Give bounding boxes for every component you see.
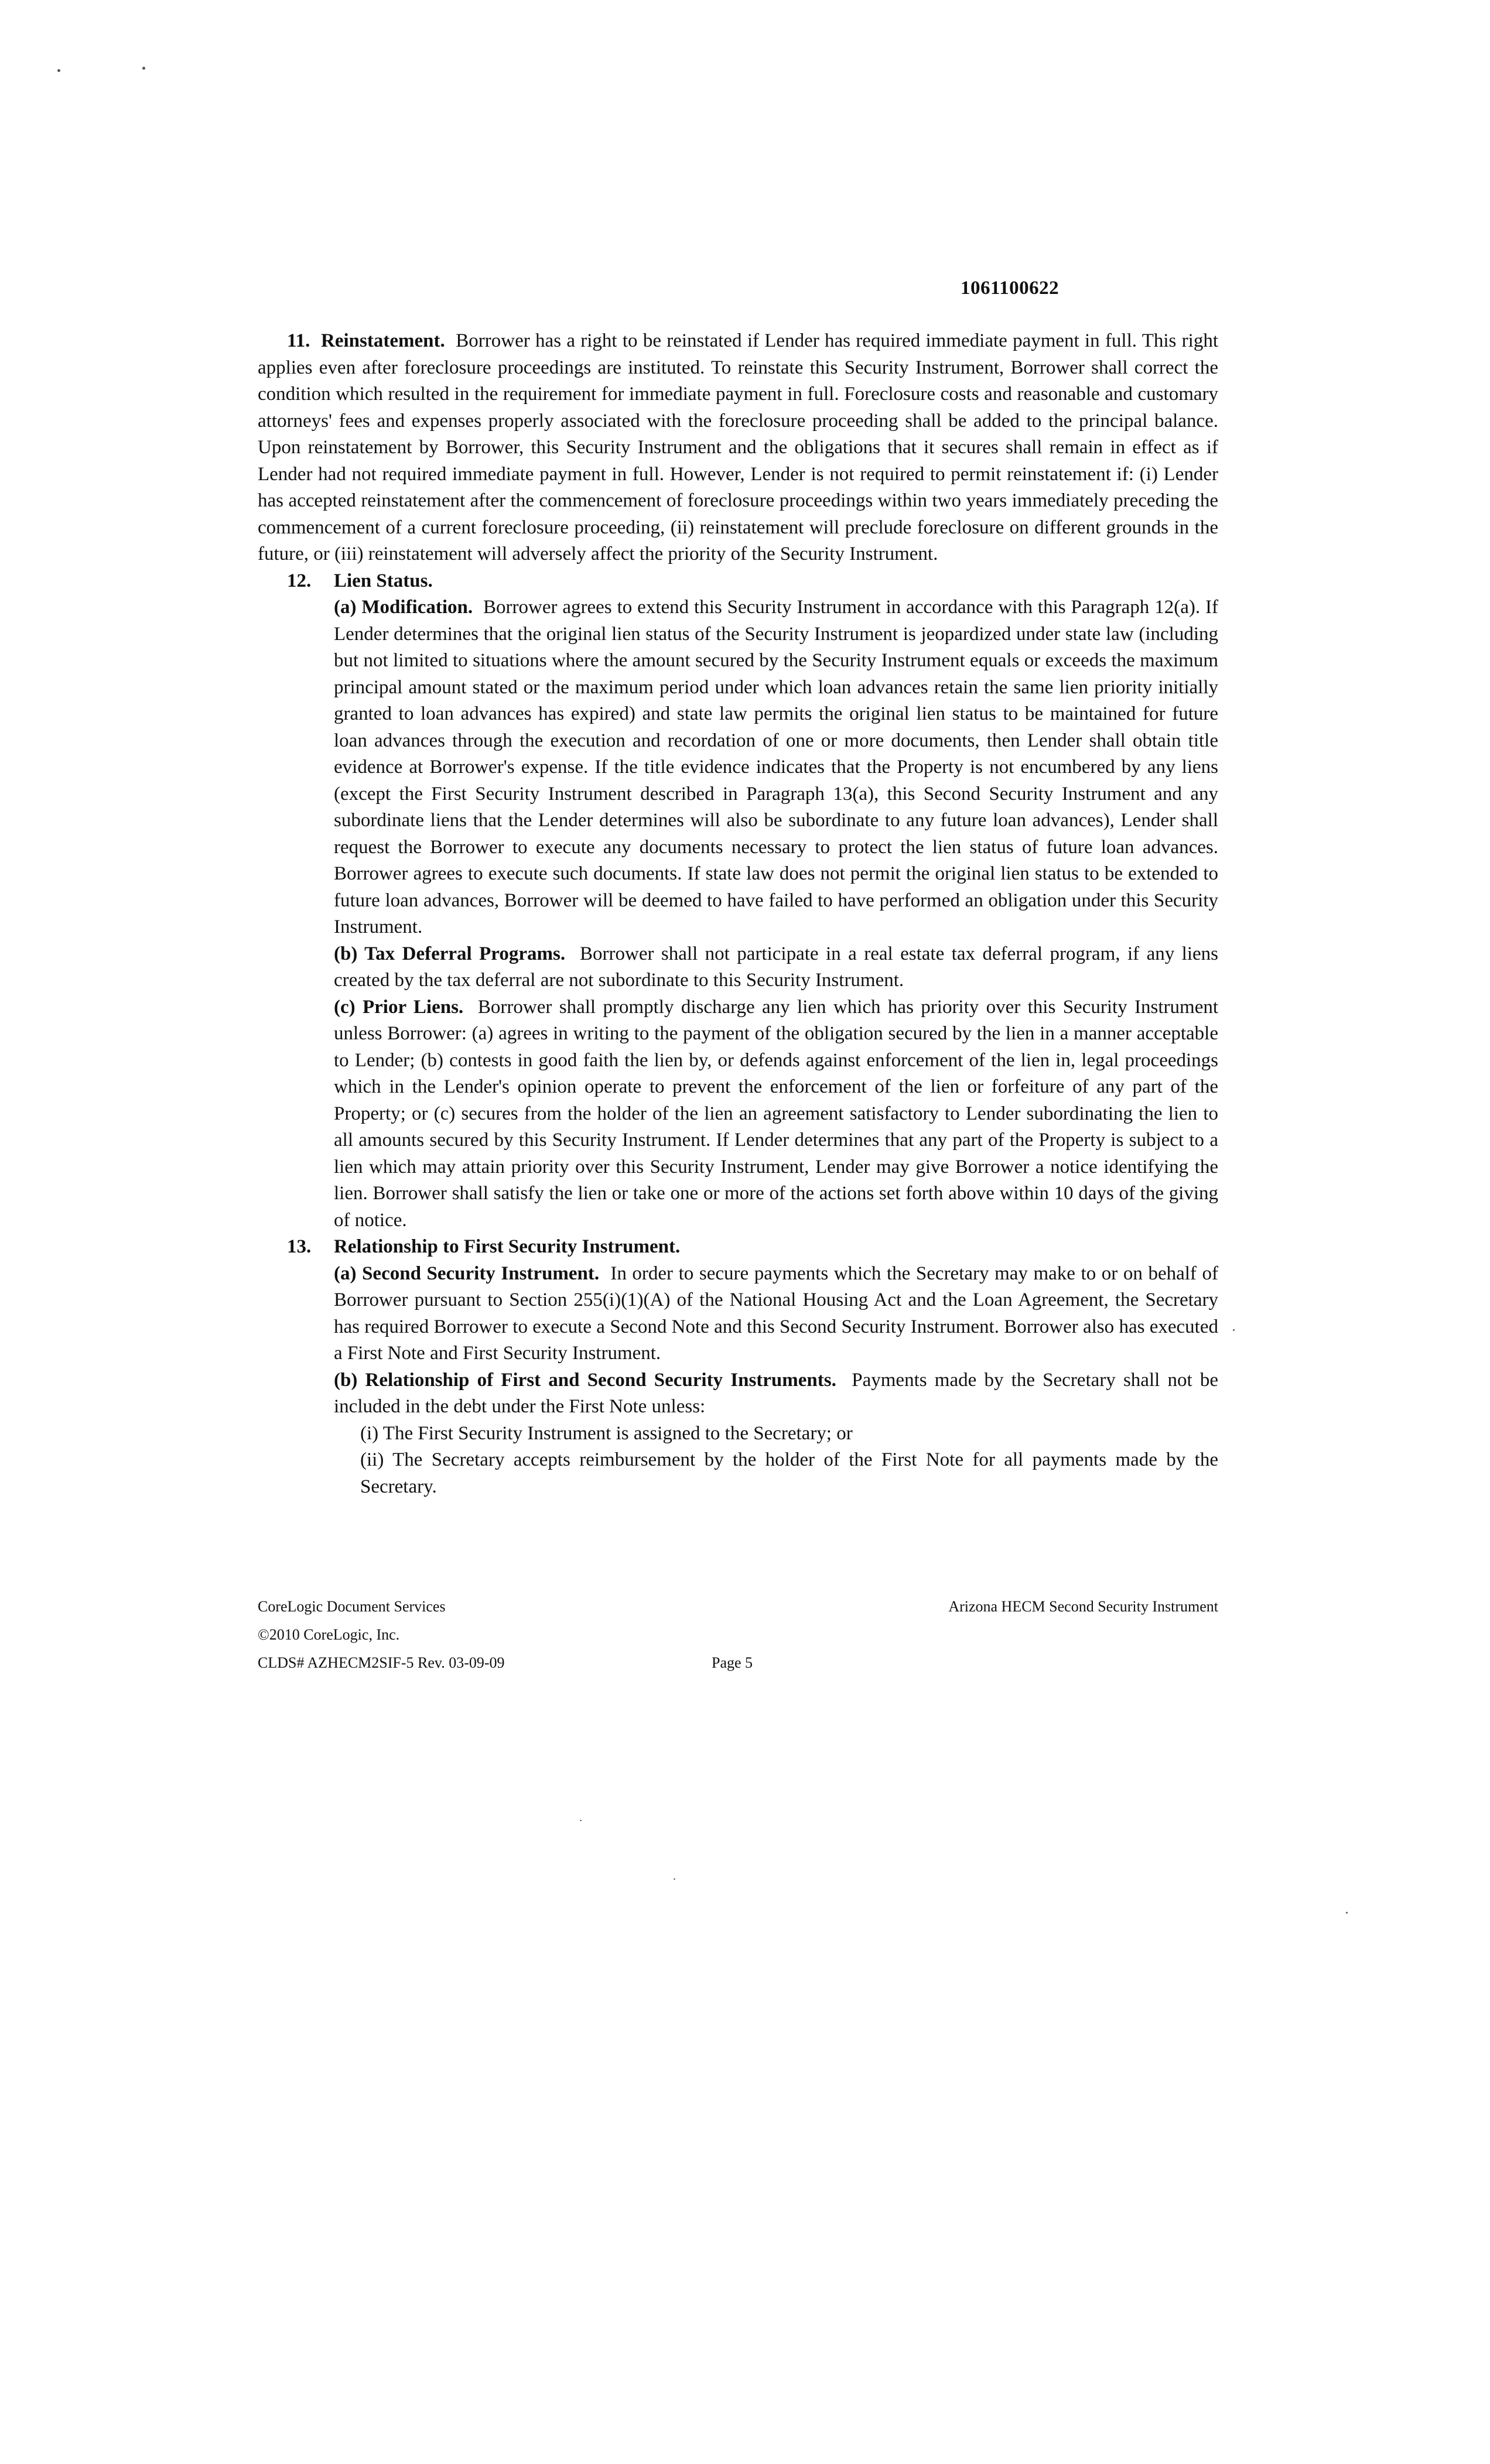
section-text: Borrower has a right to be reinstated if Lender has required immediate payment in full. This right applies even after foreclosure proceedings are instituted. To reinstate this Security Instrument, Borrower shall correct the condition which resulted in the requirement for immediate payment in full. Foreclosure costs and reasonable and customary attorneys' fees and expenses properly associated with the foreclosure proceeding shall be added to the principal balance. Upon reinstatement by Borrower, this Security Instrument and the obligations that it secures shall remain in effect as if Lender had not required immediate payment in full. However, Lender is not required to permit reinstatement if: (i) Lender has accepted reinstatement after the commencement of foreclosure proceedings within two years immediately preceding the commencement of a current foreclosure proceeding, (ii) reinstatement will preclude foreclosure on different grounds in the future, or (iii) reinstatement will adversely affect the priority of the Security Instrument.	[258, 330, 1218, 564]
subsection-label: (c) Prior Liens.	[334, 996, 464, 1018]
subsection-label: (b) Tax Deferral Programs.	[334, 943, 566, 964]
section-13a	[258, 1261, 1218, 1367]
document-number: 1061100622	[961, 278, 1060, 299]
subsection-text: In order to secure payments which the Secretary may make to or on behalf of Borrower pursuant to Section 255(i)(1)(A) of the National Housing Act and the Loan Agreement, the Secretary has required Borrower to execute a Second Note and this Second Security Instrument. Borrower also has executed a First Note and First Security Instrument.	[334, 1262, 1218, 1364]
section-title: Reinstatement.	[321, 330, 445, 351]
section-12-heading	[258, 568, 1218, 595]
section-12c	[258, 994, 1218, 1234]
footer-form-id: CLDS# AZHECM2SIF-5 Rev. 03-09-09	[258, 1654, 505, 1671]
section-11	[258, 328, 1218, 568]
subsection-text: Borrower shall promptly discharge any lien which has priority over this Security Instrument unless Borrower: (a) agrees in writing to the payment of the obligation secured by the lien in a manner acceptable to Lender; (b) contests in good faith the lien by, or defends against enforcement of the lien in, legal proceedings which in the Lender's opinion operate to prevent the enforcement of the lien or forfeiture of any part of the Property; or (c) secures from the holder of the lien an agreement satisfactory to Lender subordinating the lien to all amounts secured by this Security Instrument. If Lender determines that any part of the Property is subject to a lien which may attain priority over this Security Instrument, Lender may give Borrower a notice identifying the lien. Borrower shall satisfy the lien or take one or more of the actions set forth above within 10 days of the giving of notice.	[334, 996, 1219, 1231]
section-13-heading	[258, 1234, 1218, 1261]
footer-copyright: ©2010 CoreLogic, Inc.	[258, 1626, 400, 1643]
subsection-label: (a) Modification.	[334, 597, 473, 618]
section-number: 11.	[287, 330, 310, 351]
scan-speck	[142, 67, 145, 70]
scan-speck	[674, 1878, 675, 1880]
page-number: Page 5	[712, 1654, 753, 1671]
footer-form-title: Arizona HECM Second Security Instrument	[948, 1598, 1218, 1615]
scan-speck	[1346, 1912, 1348, 1914]
subsection-text: Payments made by the Secretary shall not be included in the debt under the First Note unless:	[334, 1369, 1218, 1417]
footer-company: CoreLogic Document Services	[258, 1598, 446, 1615]
section-12b	[258, 941, 1218, 994]
section-title: Lien Status.	[334, 570, 433, 591]
subsection-text: Borrower agrees to extend this Security Instrument in accordance with this Paragraph 12(a). If Lender determines that the original lien status of the Security Instrument is jeopardized under state law (including but not limited to situations where the amount secured by the Security Instrument equals or exceeds the maximum principal amount stated or the maximum period under which loan advances retain the same lien priority initially granted to loan advances has expired) and state law permits the original lien status to be maintained for future loan advances through the execution and recordation of one or more documents, then Lender shall obtain title evidence at Borrower's expense. If the title evidence indicates that the Property is not encumbered by any liens (except the First Security Instrument described in Paragraph 13(a), this Second Security Instrument and any subordinate liens that the Lender determines will also be subordinate to any future loan advances), Lender shall request the Borrower to execute any documents necessary to protect the lien status of future loan advances. Borrower agrees to execute such documents. If state law does not permit the original lien status to be extended to future loan advances, Borrower will be deemed to have failed to have performed an obligation under this Security Instrument.	[334, 597, 1219, 937]
section-title: Relationship to First Security Instrument.	[334, 1236, 681, 1257]
scan-speck	[1233, 1329, 1235, 1331]
subsection-label: (a) Second Security Instrument.	[334, 1262, 600, 1284]
scan-speck	[580, 1820, 582, 1821]
subsection-text: Borrower shall not participate in a real estate tax deferral program, if any liens created by the tax deferral are not subordinate to this Security Instrument.	[334, 943, 1219, 991]
section-13b-ii: (ii) The Secretary accepts reimbursement by the holder of the First Note for all payments made by the Secretary.	[360, 1449, 1218, 1497]
subsection-label: (b) Relationship of First and Second Security Instruments.	[334, 1369, 836, 1391]
section-12a	[258, 594, 1218, 941]
section-13b-i: (i) The First Security Instrument is assigned to the Secretary; or	[360, 1422, 853, 1444]
footer-left	[258, 1593, 505, 1677]
document-body	[258, 328, 1218, 1500]
scan-speck	[57, 69, 60, 72]
section-number: 13.	[287, 1236, 312, 1257]
page-footer	[258, 1593, 1218, 1686]
section-number: 12.	[287, 570, 312, 591]
section-13b	[258, 1367, 1218, 1421]
